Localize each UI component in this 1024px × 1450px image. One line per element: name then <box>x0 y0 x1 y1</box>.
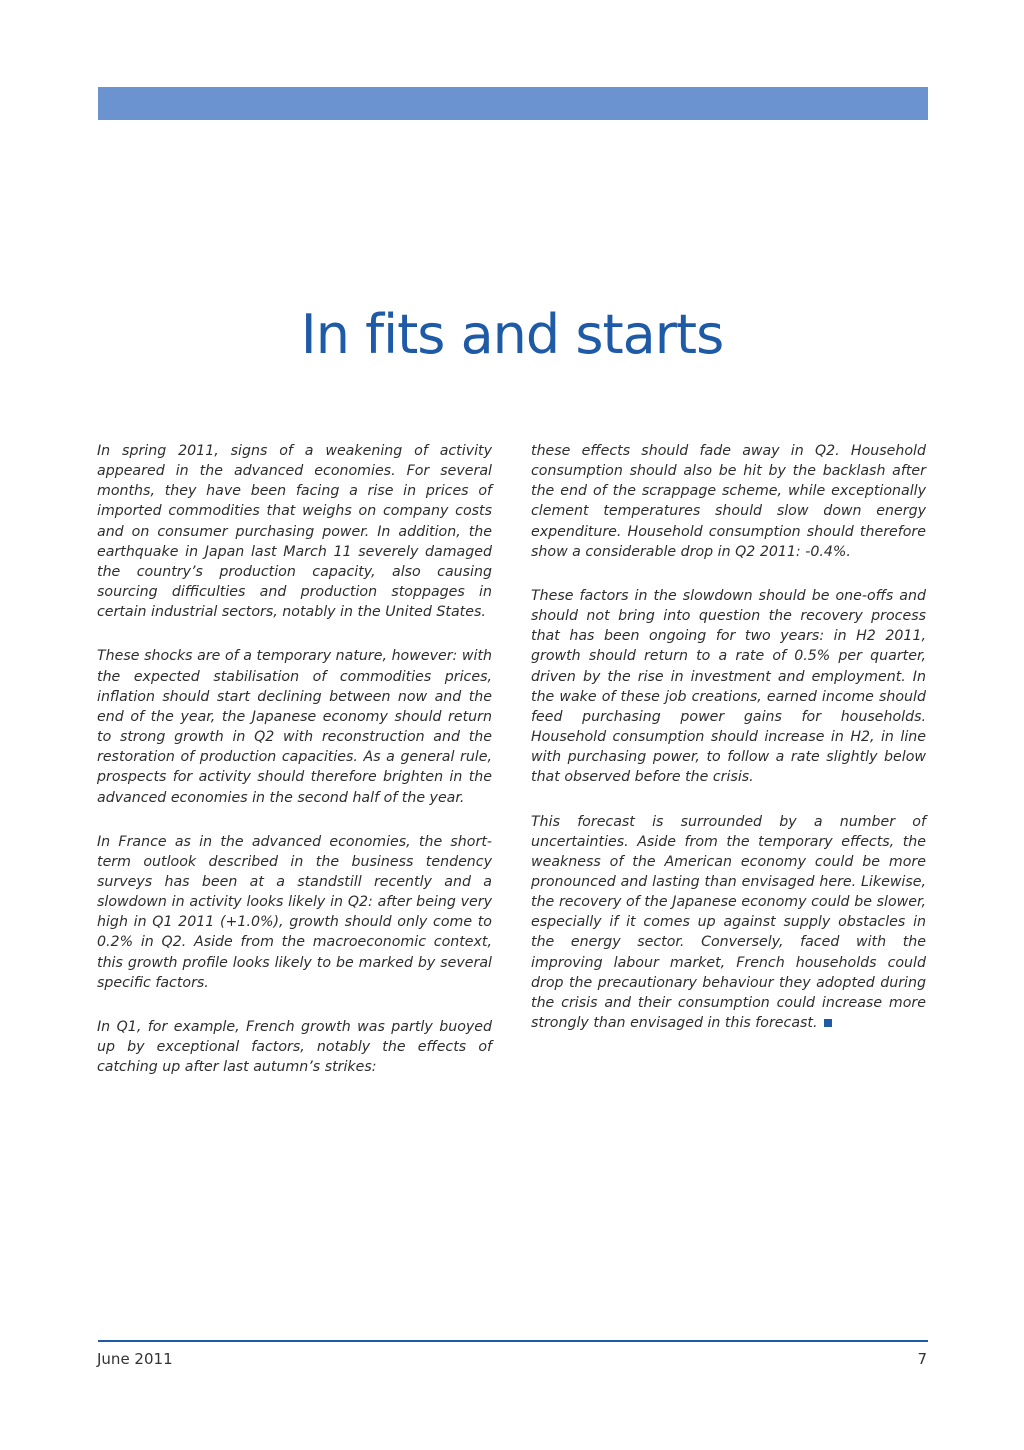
header-band <box>98 87 928 120</box>
page-title: In fits and starts <box>300 303 724 366</box>
paragraph: In spring 2011, signs of a weakening of activity appeared in the advanced economies. For several months, they have been facing a rise in prices of imported commodities that weighs on company costs and on consumer purchasing power. In addition, the earthquake in Japan last March 11 severely damaged the country’s production capacity, also causing sourcing difficulties and production stoppages in certain industrial sectors, notably in the United States. <box>97 443 492 621</box>
paragraph-text: This forecast is surrounded by a number of uncertainties. Aside from the temporary effects, the weakness of the American economy could be more pronounced and lasting than envisaged here. Likewise, the recovery of the Japanese economy could be slower, especially if it comes up against supply obstacles in the energy sector. Conversely, faced with the improving labour market, French households could drop the precautionary behaviour they adopted during the crisis and their consumption could increase more strongly than envisaged in this forecast. <box>531 813 926 1032</box>
paragraph: These factors in the slowdown should be one-offs and should not bring into question the recovery process that has been ongoing for two years: in H2 2011, growth should return to a rate of 0.5% per quarter, driven by the rise in investment and employment. In the wake of these job creations, earned income should feed purchasing power gains for households. Household consumption should increase in H2, in line with purchasing power, to follow a rate slightly below that observed before the crisis. <box>531 587 926 786</box>
footer-rule <box>98 1340 928 1342</box>
paragraph-final <box>531 812 926 1034</box>
right-column <box>531 441 926 1057</box>
left-column <box>97 441 492 1101</box>
page-number: 7 <box>917 1350 927 1368</box>
paragraph: these effects should fade away in Q2. Household consumption should also be hit by the backlash after the end of the scrappage scheme, while exceptionally clement temperatures should slow down energy expenditure. Household consumption should therefore show a considerable drop in Q2 2011: -0.4%. <box>531 443 926 560</box>
end-of-article-square-icon <box>824 1019 832 1027</box>
footer-date: June 2011 <box>97 1350 173 1368</box>
paragraph: These shocks are of a temporary nature, however: with the expected stabilisation of commodities prices, inflation should start declining between now and the end of the year, the Japanese economy should return to strong growth in Q2 with reconstruction and the restoration of production capacities. As a general rule, prospects for activity should therefore brighten in the advanced economies in the second half of the year. <box>97 648 492 806</box>
paragraph: In Q1, for example, French growth was partly buoyed up by exceptional factors, notably the effects of catching up after last autumn’s strikes: <box>97 1018 492 1076</box>
paragraph: In France as in the advanced economies, the short-term outlook described in the business tendency surveys has been at a standstill recently and a slowdown in activity looks likely in Q2: after being very high in Q1 2011 (+1.0%), growth should only come to 0.2% in Q2. Aside from the macroeconomic context, this growth profile looks likely to be marked by several specific factors. <box>97 833 492 991</box>
